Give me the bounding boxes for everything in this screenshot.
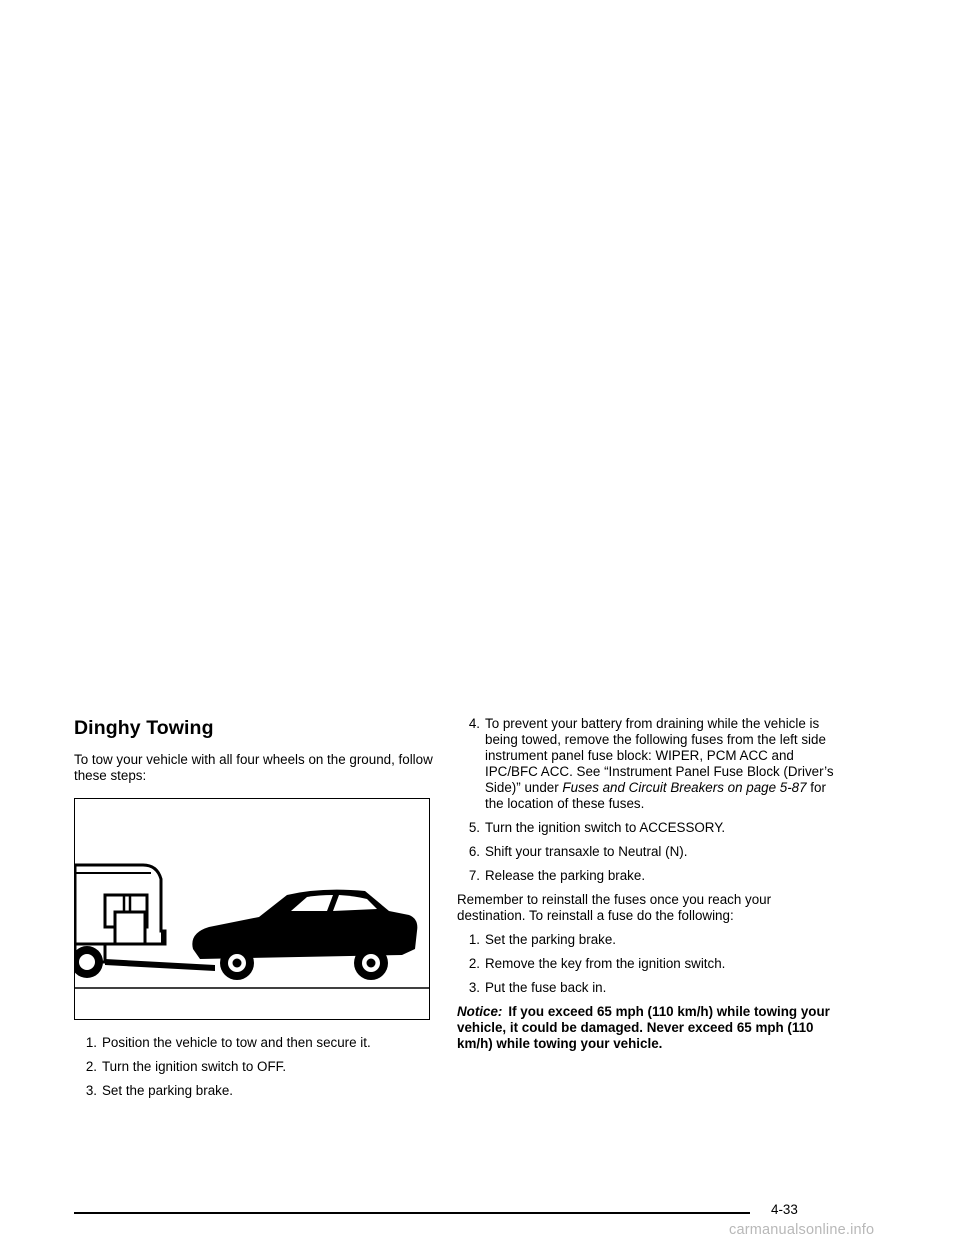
towing-figure-svg [75,799,430,1020]
list-item: 5. Turn the ignition switch to ACCESSORY. [468,820,726,835]
tow-bar-icon [105,959,215,971]
list-item: 3. Put the fuse back in. [468,980,607,995]
footer-rule [74,1212,750,1214]
list-item: 4. To prevent your battery from draining while the vehicle is being towed, remove the following fuses from the left side instrument panel fuse block: WIPER, PCM ACC and IPC/BFC ACC. See “Instrument Panel Fuse Block (Driver’s Side)” under Fuses and Circuit Breakers on page 5-87 for the location of these fuses. [468,716,834,811]
left-column [74,716,436,1107]
notice-text: If you exceed 65 mph (110 km/h) while towing your vehicle, it could be damaged. Never exceed 65 mph (110 km/h) while towing your vehicle. [457,1004,830,1051]
list-item: 7. Release the parking brake. [468,868,646,883]
car-icon [192,890,417,980]
list-item: 1. Set the parking brake. [468,932,617,947]
list-item: 2. Turn the ignition switch to OFF. [85,1059,287,1074]
section-title: Dinghy Towing [74,717,214,739]
cross-reference-link[interactable]: Fuses and Circuit Breakers on page 5-87 [562,780,807,795]
reinstall-steps [457,932,837,996]
list-item: 1. Position the vehicle to tow and then secure it. [85,1035,371,1050]
dinghy-towing-illustration [74,798,430,1020]
watermark: carmanualsonline.info [729,1222,875,1238]
notice-paragraph [457,1004,837,1052]
right-column [457,716,837,1052]
reinstall-paragraph: Remember to reinstall the fuses once you reach your destination. To reinstall a fuse do the following: [457,892,772,923]
list-item: 6. Shift your transaxle to Neutral (N). [468,844,688,859]
page-number: 4-33 [771,1202,798,1217]
intro-text: To tow your vehicle with all four wheels on the ground, follow these steps: [74,752,433,783]
steps-list-left [74,1035,436,1099]
list-item: 2. Remove the key from the ignition switch. [468,956,726,971]
notice-label: Notice: [457,1004,503,1019]
list-item: 3. Set the parking brake. [85,1083,234,1098]
